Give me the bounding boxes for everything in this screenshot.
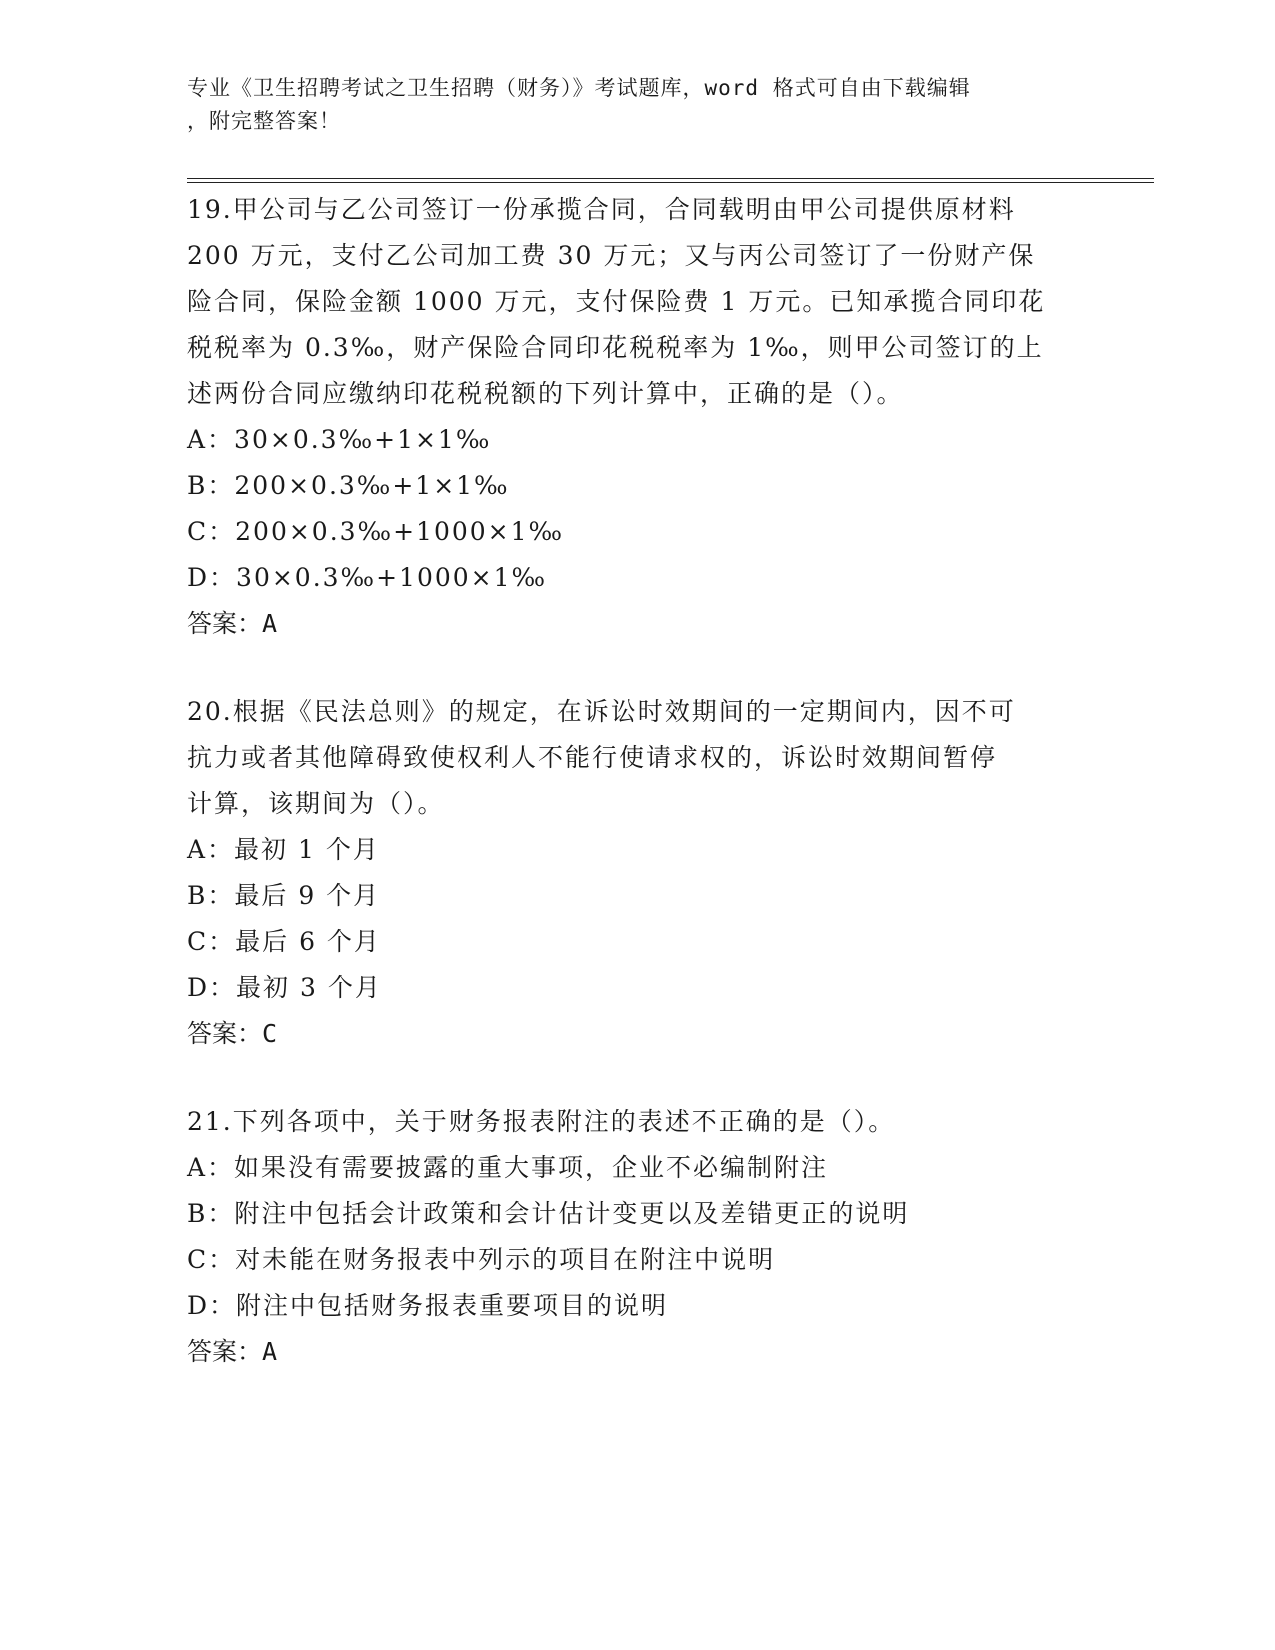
- answer: 答案：A: [187, 609, 278, 638]
- stem-line: 200 万元，支付乙公司加工费 30 万元；又与丙公司签订了一份财产保: [187, 241, 1036, 270]
- header-line-1: 专业《卫生招聘考试之卫生招聘（财务）》考试题库，word 格式可自由下载编辑: [187, 76, 971, 100]
- stem-line: 税税率为 0.3‰，财产保险合同印花税税率为 1‰，则甲公司签订的上: [187, 333, 1044, 362]
- question-21: [187, 1099, 1077, 1375]
- stem-line: 19.甲公司与乙公司签订一份承揽合同，合同载明由甲公司提供原材料: [187, 195, 1016, 224]
- answer: 答案：A: [187, 1337, 278, 1366]
- stem-line: 述两份合同应缴纳印花税税额的下列计算中，正确的是（）。: [187, 379, 904, 408]
- question-stem: [187, 689, 1077, 827]
- header-divider-top: [187, 178, 1154, 179]
- option-c: C：200×0.3‰+1000×1‰: [187, 517, 565, 546]
- option-b: B：附注中包括会计政策和会计估计变更以及差错更正的说明: [187, 1199, 910, 1228]
- option-b: B：200×0.3‰+1×1‰: [187, 471, 510, 500]
- option-b: B：最后 9 个月: [187, 881, 381, 910]
- option-a: A：如果没有需要披露的重大事项，企业不必编制附注: [187, 1153, 829, 1182]
- option-a: A：30×0.3‰+1×1‰: [187, 425, 492, 454]
- question-stem: [187, 187, 1077, 417]
- answer: 答案：C: [187, 1019, 278, 1048]
- header-divider-bottom: [187, 182, 1154, 183]
- option-c: C：最后 6 个月: [187, 927, 381, 956]
- option-d: D：最初 3 个月: [187, 973, 382, 1002]
- header-line-2: ，附完整答案！: [187, 109, 341, 133]
- option-d: D：30×0.3‰+1000×1‰: [187, 563, 548, 592]
- stem-line: 险合同，保险金额 1000 万元，支付保险费 1 万元。已知承揽合同印花: [187, 287, 1046, 316]
- option-a: A：最初 1 个月: [187, 835, 380, 864]
- document-header: [187, 72, 1087, 138]
- question-19: [187, 187, 1077, 647]
- option-d: D：附注中包括财务报表重要项目的说明: [187, 1291, 669, 1320]
- question-20: [187, 689, 1077, 1057]
- option-c: C：对未能在财务报表中列示的项目在附注中说明: [187, 1245, 776, 1274]
- stem-line: 计算，该期间为（）。: [187, 789, 445, 818]
- stem-line: 20.根据《民法总则》的规定，在诉讼时效期间的一定期间内，因不可: [187, 697, 1016, 726]
- question-stem: [187, 1099, 1077, 1145]
- stem-line: 抗力或者其他障碍致使权利人不能行使请求权的，诉讼时效期间暂停: [187, 743, 998, 772]
- stem-line: 21.下列各项中，关于财务报表附注的表述不正确的是（）。: [187, 1107, 896, 1136]
